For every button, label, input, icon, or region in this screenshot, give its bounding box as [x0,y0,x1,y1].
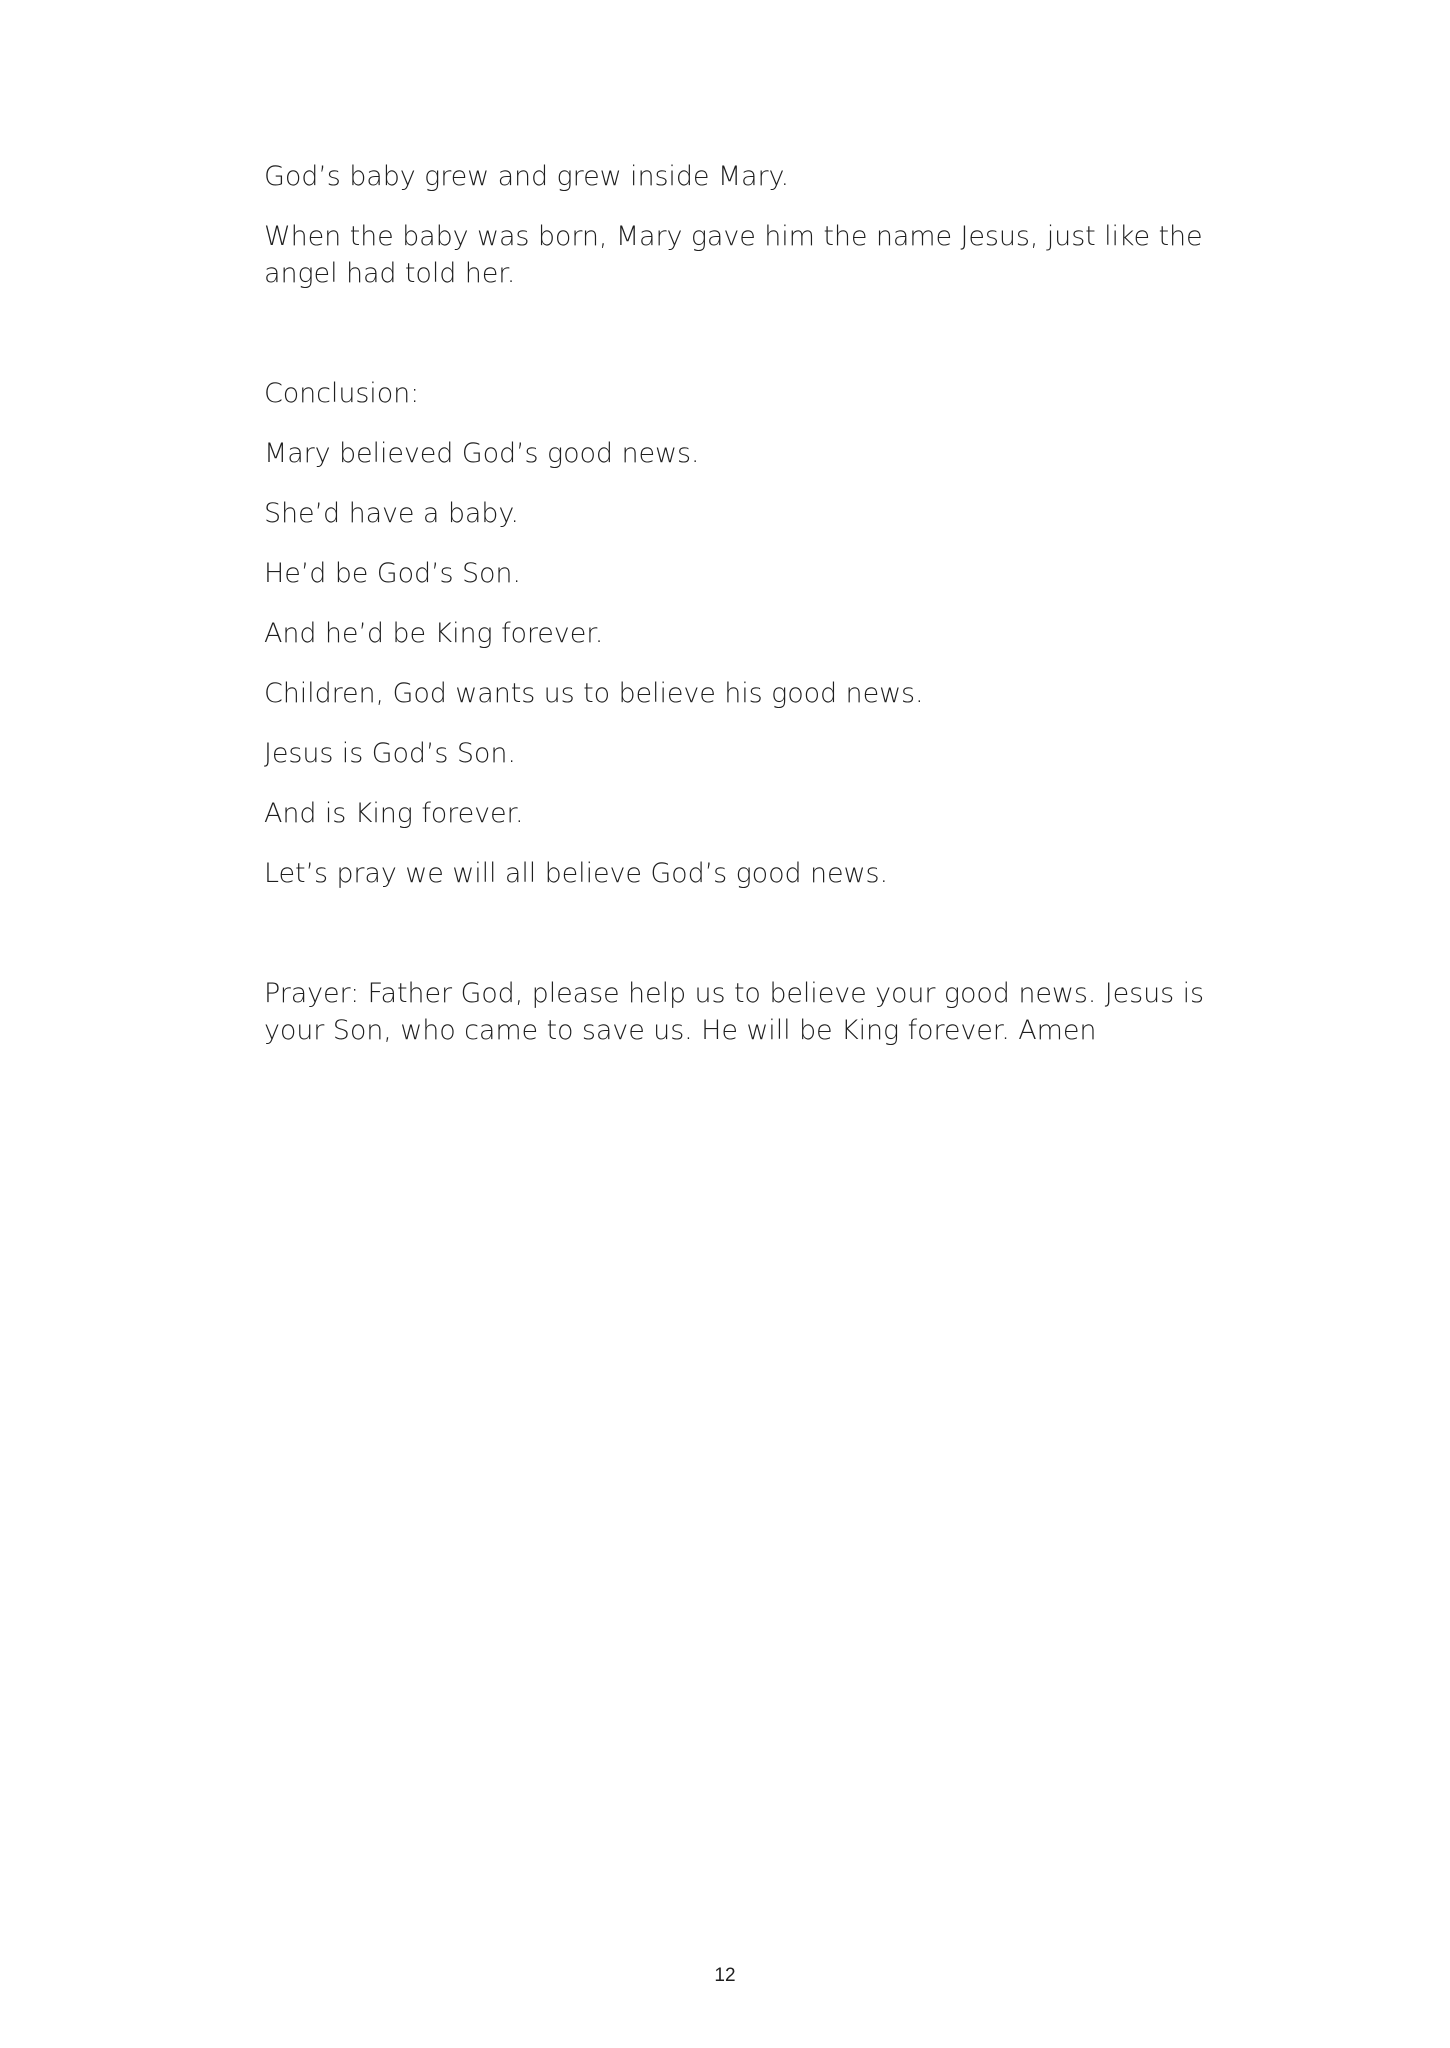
page-number: 12 [714,1965,736,1986]
conclusion-line-6: Jesus is God’s Son. [264,738,516,769]
conclusion-line-3: He’d be God’s Son. [264,558,521,589]
intro-paragraph-1: God’s baby grew and grew inside Mary. [264,161,790,192]
intro-paragraph-2: When the baby was born, Mary gave him the name Jesus, just like the angel had told her. [264,221,1203,289]
conclusion-line-8: Let’s pray we will all believe God’s good news. [264,858,888,889]
conclusion-line-4: And he’d be King forever. [264,618,604,649]
conclusion-line-7: And is King forever. [264,798,524,829]
page-content [264,158,1264,1049]
conclusion-line-1: Mary believed God’s good news. [264,438,700,469]
conclusion-line-2: She’d have a baby. [264,498,519,529]
conclusion-line-5: Children, God wants us to believe his good news. [264,678,924,709]
prayer-paragraph: Prayer: Father God, please help us to believe your good news. Jesus is your Son, who came to save us. He will be King forever. Amen [264,978,1204,1046]
conclusion-heading: Conclusion: [264,378,420,409]
